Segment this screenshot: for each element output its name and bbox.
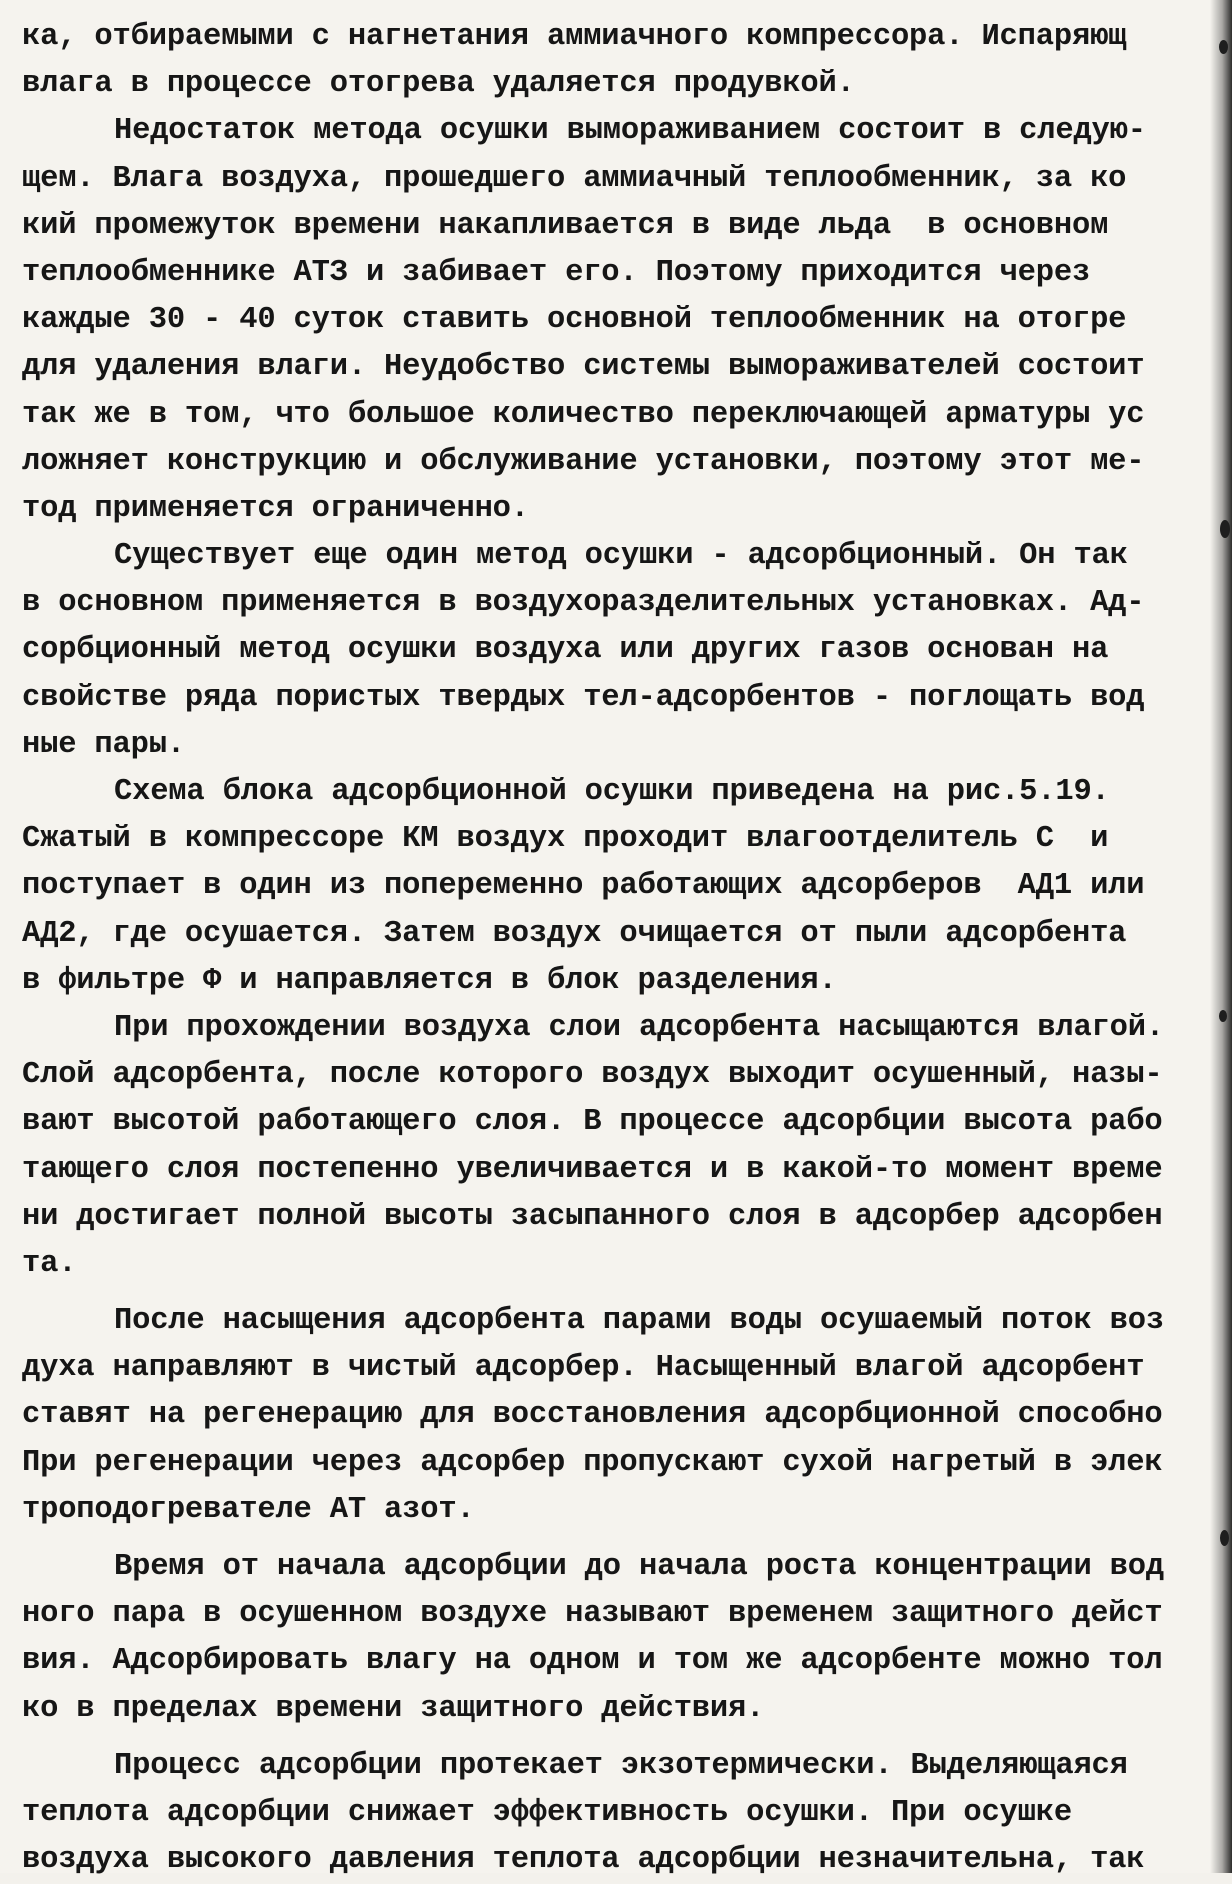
text-line: сорбционный метод осушки воздуха или других газов основан на — [22, 633, 1109, 668]
scan-speck — [1220, 1530, 1229, 1546]
text-line: При прохождении воздуха слои адсорбента насыщаются влагой. — [114, 1010, 1164, 1045]
paragraph-spacer — [22, 1733, 1232, 1743]
paragraph-6 — [22, 1298, 1232, 1534]
text-line: Слой адсорбента, после которого воздух выходит осушенный, назы- — [22, 1058, 1163, 1093]
scan-edge-shadow — [1210, 0, 1232, 1873]
text-line: кий промежуток времени накапливается в виде льда в основном — [22, 208, 1109, 243]
text-line: влага в процессе отогрева удаляется продувкой. — [22, 67, 855, 102]
text-line: ка, отбираемыми с нагнетания аммиачного компрессора. Испаряющ — [22, 20, 1127, 54]
text-line: Существует еще один метод осушки - адсорбционный. Он так — [114, 539, 1128, 574]
paragraph-2 — [22, 108, 1232, 533]
text-line: поступает в один из попеременно работающих адсорберов АД1 или — [22, 869, 1145, 904]
text-line: АД2, где осушается. Затем воздух очищается от пыли адсорбента — [22, 916, 1127, 951]
text-line: та. — [22, 1246, 77, 1281]
document-body — [22, 14, 1232, 1884]
text-line: щем. Влага воздуха, прошедшего аммиачный теплообменник, за ко — [22, 161, 1127, 196]
text-line: После насыщения адсорбента парами воды осушаемый поток воз — [114, 1304, 1164, 1339]
text-line: ко в пределах времени защитного действия. — [22, 1691, 765, 1726]
text-line: теплообменнике АТЗ и забивает его. Поэтому приходится через — [22, 255, 1091, 290]
paragraph-4 — [22, 769, 1232, 1005]
text-line: свойстве ряда пористых твердых тел-адсорбентов - поглощать вод — [22, 680, 1145, 715]
text-line: каждые 30 - 40 суток ставить основной теплообменник на отогре — [22, 303, 1127, 338]
text-line: теплота адсорбции снижает эффективность осушки. При осушке — [22, 1795, 1072, 1830]
paragraph-8 — [22, 1743, 1232, 1884]
paragraph-3 — [22, 533, 1232, 769]
text-line: в фильтре Ф и направляется в блок разделения. — [22, 963, 837, 998]
text-line: ни достигает полной высоты засыпанного слоя в адсорбер адсорбен — [22, 1199, 1163, 1234]
text-line: Процесс адсорбции протекает экзотермически. Выделяющаяся — [114, 1748, 1128, 1783]
scan-speck — [1220, 520, 1230, 538]
text-line: тающего слоя постепенно увеличивается и в какой-то момент време — [22, 1152, 1163, 1187]
text-line: троподогревателе АТ азот. — [22, 1492, 475, 1527]
text-line: При регенерации через адсорбер пропускают сухой нагретый в элек — [22, 1445, 1163, 1480]
paragraph-spacer — [22, 1534, 1232, 1544]
paragraph-1 — [22, 14, 1232, 108]
text-line: тод применяется ограниченно. — [22, 491, 529, 526]
text-line: Недостаток метода осушки вымораживанием состоит в следую- — [114, 114, 1146, 149]
text-line: для удаления влаги. Неудобство системы вымораживателей состоит — [22, 350, 1145, 385]
text-line: вия. Адсорбировать влагу на одном и том же адсорбенте можно тол — [22, 1644, 1163, 1679]
text-line: ного пара в осушенном воздухе называют временем защитного дейст — [22, 1597, 1163, 1632]
paragraph-7 — [22, 1544, 1232, 1733]
text-line: так же в том, что большое количество переключающей арматуры ус — [22, 397, 1145, 432]
text-line: Время от начала адсорбции до начала роста концентрации вод — [114, 1550, 1164, 1584]
paragraph-5 — [22, 1005, 1232, 1288]
text-line: духа направляют в чистый адсорбер. Насыщенный влагой адсорбент — [22, 1351, 1145, 1386]
text-line: Сжатый в компрессоре КМ воздух проходит влагоотделитель С и — [22, 822, 1109, 857]
text-line: вают высотой работающего слоя. В процессе адсорбции высота рабо — [22, 1105, 1163, 1140]
text-line: ставят на регенерацию для восстановления адсорбционной способно — [22, 1398, 1163, 1433]
text-line: воздуха высокого давления теплота адсорбции незначительна, так — [22, 1843, 1145, 1878]
text-line: в основном применяется в воздухоразделительных установках. Ад- — [22, 586, 1145, 621]
paragraph-spacer — [22, 1288, 1232, 1298]
scan-speck — [1219, 1010, 1227, 1022]
scan-speck — [1219, 40, 1228, 54]
text-line: ложняет конструкцию и обслуживание установки, поэтому этот ме- — [22, 444, 1145, 479]
text-line: Схема блока адсорбционной осушки приведена на рис.5.19. — [114, 775, 1110, 809]
text-line: ные пары. — [22, 727, 185, 762]
